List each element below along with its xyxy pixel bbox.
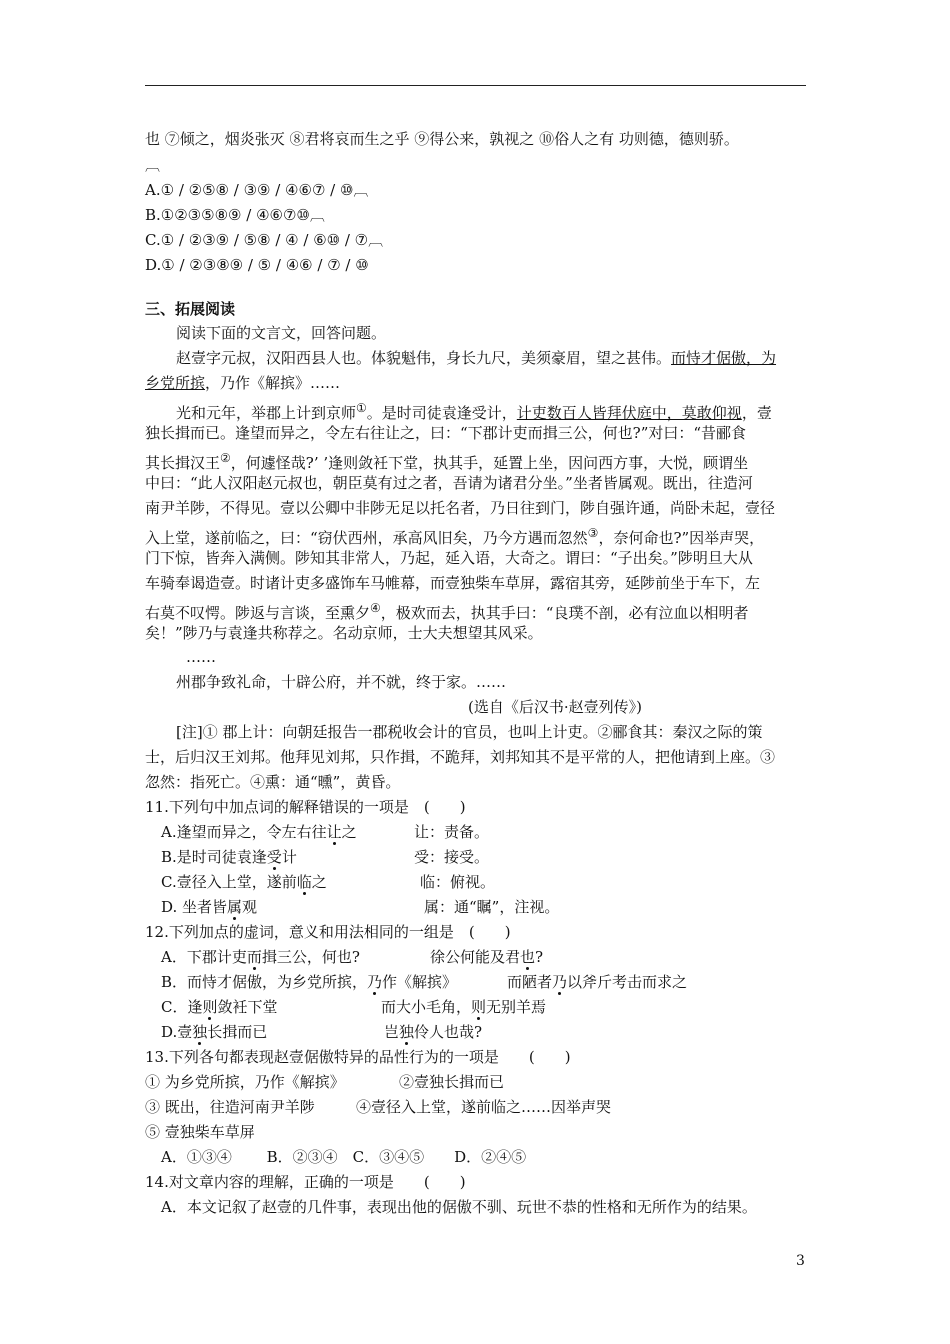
note-line: 忽然：指死亡。④熏：通“曛”，黄昏。 <box>145 773 401 791</box>
q12-option-b: B．而恃才倨傲，为乡党所摈，乃作《解摈》 <box>161 973 458 991</box>
text-line: 也 ⑦倾之，烟炎张灭 ⑧君将哀而生之乎 ⑨得公来，孰视之 ⑩俗人之有 功则德，德则骄。 <box>145 130 739 148</box>
passage-line: 门下惊，皆奔入满侧。陟知其非常人，乃起，延入语，大奇之。谓曰：“子出矣。”陟明旦大从 <box>145 549 753 567</box>
page-number: 3 <box>796 1253 805 1269</box>
question-12-stem: 12.下列加点的虚词，意义和用法相同的一组是 ( ) <box>145 923 511 941</box>
q13-item: ① 为乡党所摈，乃作《解摈》 <box>145 1073 345 1091</box>
q12-option-a-pair: 徐公何能及君也? <box>430 948 544 966</box>
q11-answer-a: 让：责备。 <box>414 823 490 841</box>
q13-item: ⑤ 壹独柴车草屏 <box>145 1123 255 1141</box>
q12-option-a: A．下郡计吏而揖三公，何也? <box>161 948 360 966</box>
note-line: 士，后归汉王刘邦。他拜见刘邦，只作揖，不跪拜，刘邦知其不是平常的人，把他请到上座。③ <box>145 748 776 766</box>
q11-option-b: B.是时司徒袁逢受计 <box>161 848 297 866</box>
passage-line: 入上堂，遂前临之，曰：“窃伏西州，承高风旧矣，乃今方遇而忽然③，奈何命也?”因举声哭， <box>145 526 765 547</box>
passage-line: 南尹羊陟，不得见。壹以公卿中非陟无足以托名者，乃日往到门，陟自强许通，尚卧未起，壹径 <box>145 499 776 517</box>
q13-item: ②壹独长揖而已 <box>399 1073 505 1091</box>
q11-answer-b: 受：接受。 <box>414 848 490 866</box>
passage-line: 右莫不叹愕。陟返与言谈，至熏夕④，极欢而去，执其手曰：“良璞不剖，必有泣血以相明者 <box>145 601 749 622</box>
option-a: A.① / ②⑤⑧ / ③⑨ / ④⑥⑦ / ⑩︹ <box>145 181 369 199</box>
passage-line: 中曰：“此人汉阳赵元叔也，朝臣莫有过之者，吾请为诸君分坐。”坐者皆属观。既出，往造河 <box>145 474 753 492</box>
question-11-stem: 11.下列句中加点词的解释错误的一项是 ( ) <box>145 798 466 816</box>
ellipsis: …… <box>186 648 216 666</box>
q13-item: ④壹径入上堂，遂前临之……因举声哭 <box>356 1098 612 1116</box>
passage-line: 其长揖汉王②，何遽怪哉?’ ’逢则敛衽下堂，执其手，延置上坐，因问西方事，大悦，顾谓坐 <box>145 451 749 472</box>
option-d: D.① / ②③⑧⑨ / ⑤ / ④⑥ / ⑦ / ⑩ <box>145 256 369 274</box>
passage-line: 乡党所摈，乃作《解摈》…… <box>145 374 341 392</box>
q14-option-a: A．本文记叙了赵壹的几件事，表现出他的倨傲不驯、玩世不恭的性格和无所作为的结果。 <box>161 1198 757 1216</box>
question-13-stem: 13.下列各句都表现赵壹倨傲特异的品性行为的一项是 ( ) <box>145 1048 571 1066</box>
passage-line: 赵壹字元叔，汉阳西县人也。体貌魁伟，身长九尺，美须豪眉，望之甚伟。而恃才倨傲，为 <box>176 349 777 367</box>
q12-option-d: D.壹独长揖而已 <box>161 1023 268 1041</box>
passage-line: 矣！”陟乃与袁逢共称荐之。名动京师，士大夫想望其风采。 <box>145 624 543 642</box>
q11-option-a: A.逢望而异之，令左右往让之 <box>161 823 357 841</box>
q12-option-d-pair: 岂独伶人也哉? <box>384 1023 483 1041</box>
note-line: [注]① 郡上计：向朝廷报告一郡税收会计的官员，也叫上计吏。②郦食其：秦汉之际的策 <box>176 723 763 741</box>
instruction: 阅读下面的文言文，回答问题。 <box>176 324 387 342</box>
q13-options: A．①③④ B．②③④ C．③④⑤ D．②④⑤ <box>161 1148 527 1166</box>
q13-item: ③ 既出，往造河南尹羊陟 <box>145 1098 315 1116</box>
section-heading: 三、拓展阅读 <box>145 300 236 318</box>
q12-option-c: C．逢则敛衽下堂 <box>161 998 278 1016</box>
q12-option-b-pair: 而陋者乃以斧斤考击而求之 <box>507 973 688 991</box>
passage-line: 光和元年，举郡上计到京师①。是时司徒袁逢受计，计吏数百人皆拜伏庭中，莫敢仰视，壹 <box>176 401 772 422</box>
header-rule <box>145 85 806 86</box>
q11-answer-c: 临：俯视。 <box>420 873 496 891</box>
passage-line: 车骑奉谒造壹。时诸计吏多盛饰车马帷幕，而壹独柴车草屏，露宿其旁，延陟前坐于车下，左 <box>145 574 761 592</box>
source-citation: (选自《后汉书·赵壹列传》) <box>468 698 642 716</box>
option-c: C.① / ②③⑨ / ⑤⑧ / ④ / ⑥⑩ / ⑦︹ <box>145 231 384 249</box>
text-line: ︹ <box>145 156 161 174</box>
question-14-stem: 14.对文章内容的理解，正确的一项是 ( ) <box>145 1173 466 1191</box>
q11-answer-d: 属：通“瞩”，注视。 <box>424 898 560 916</box>
passage-line: 独长揖而已。逢望而异之，令左右往让之，曰：“下郡计吏而揖三公，何也?”对曰：“昔郦食 <box>145 424 747 442</box>
q11-option-c: C.壹径入上堂，遂前临之 <box>161 873 327 891</box>
q11-option-d: D. 坐者皆属观 <box>161 898 258 916</box>
q12-option-c-pair: 而大小毛角，则无别羊焉 <box>381 998 547 1016</box>
option-b: B.①②③⑤⑧⑨ / ④⑥⑦⑩︹ <box>145 206 325 224</box>
passage-line: 州郡争致礼命，十辟公府，并不就，终于家。…… <box>176 673 507 691</box>
